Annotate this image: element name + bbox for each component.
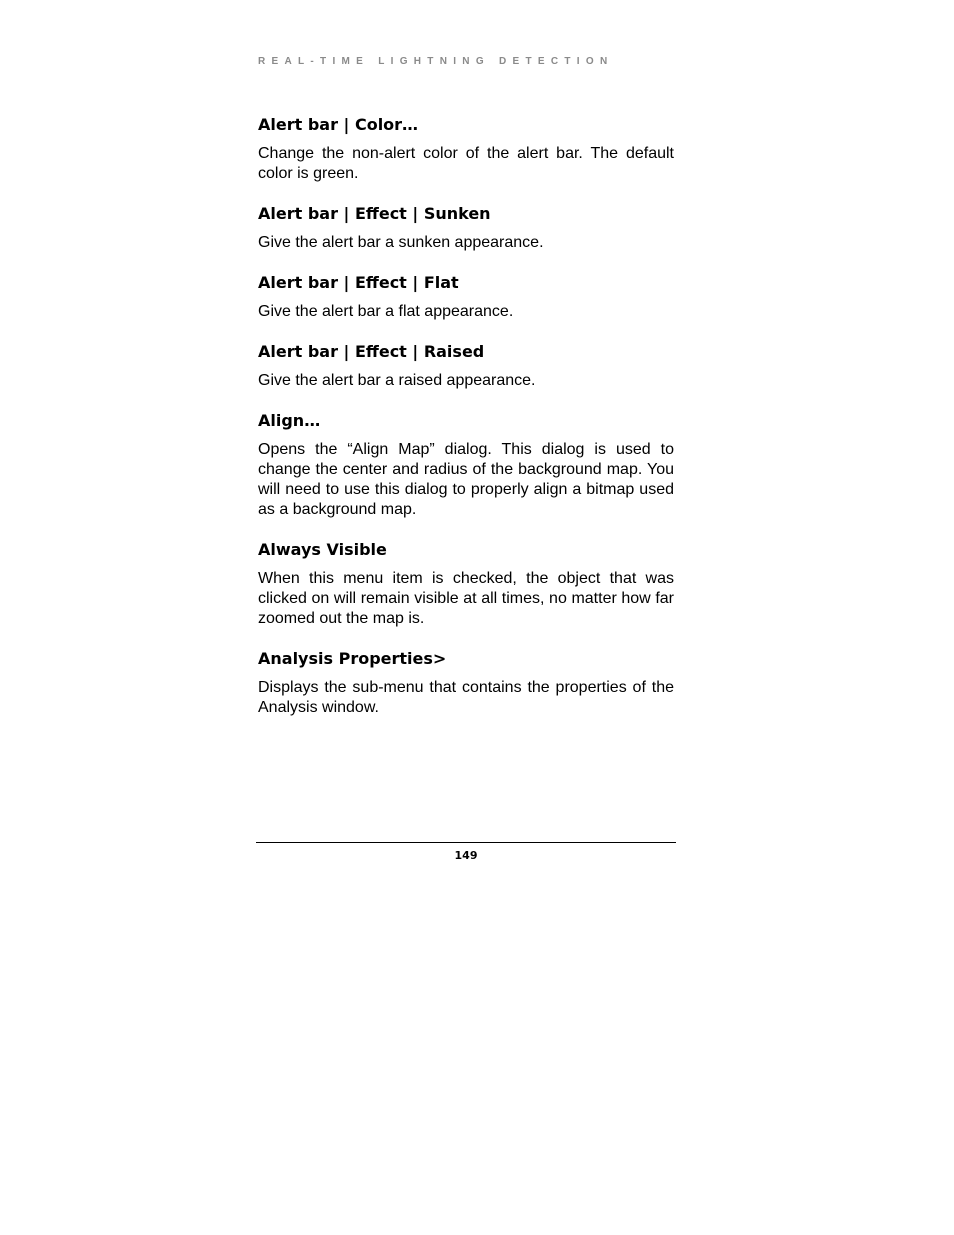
entry-align — [258, 411, 674, 520]
page-number: 149 — [454, 849, 478, 862]
entry-heading: Align… — [258, 411, 321, 430]
entry-description: Change the non-alert color of the alert bar. The default color is green. — [258, 145, 674, 182]
entry-heading: Alert bar | Color… — [258, 115, 419, 134]
entry-description: When this menu item is checked, the object that was clicked on will remain visible at all times, no matter how far zoomed out the map is. — [258, 570, 674, 627]
entry-always-visible — [258, 540, 674, 629]
entry-alert-bar-effect-sunken — [258, 204, 674, 253]
entry-description: Give the alert bar a raised appearance. — [258, 372, 536, 389]
entry-alert-bar-effect-raised — [258, 342, 674, 391]
entry-description: Opens the “Align Map” dialog. This dialog is used to change the center and radius of the background map. You will need to use this dialog to properly align a bitmap used as a background map. — [258, 441, 674, 518]
entry-description: Give the alert bar a flat appearance. — [258, 303, 514, 320]
running-header: REAL-TIME LIGHTNING DETECTION — [258, 56, 614, 67]
entry-alert-bar-effect-flat — [258, 273, 674, 322]
entry-heading: Alert bar | Effect | Flat — [258, 273, 459, 292]
entry-heading: Always Visible — [258, 540, 387, 559]
entry-heading: Analysis Properties> — [258, 649, 447, 668]
document-body — [258, 115, 674, 738]
entry-heading: Alert bar | Effect | Raised — [258, 342, 485, 361]
entry-analysis-properties — [258, 649, 674, 718]
entry-heading: Alert bar | Effect | Sunken — [258, 204, 491, 223]
entry-description: Give the alert bar a sunken appearance. — [258, 234, 544, 251]
entry-description: Displays the sub-menu that contains the properties of the Analysis window. — [258, 679, 674, 716]
footer-divider — [256, 842, 676, 843]
entry-alert-bar-color — [258, 115, 674, 184]
